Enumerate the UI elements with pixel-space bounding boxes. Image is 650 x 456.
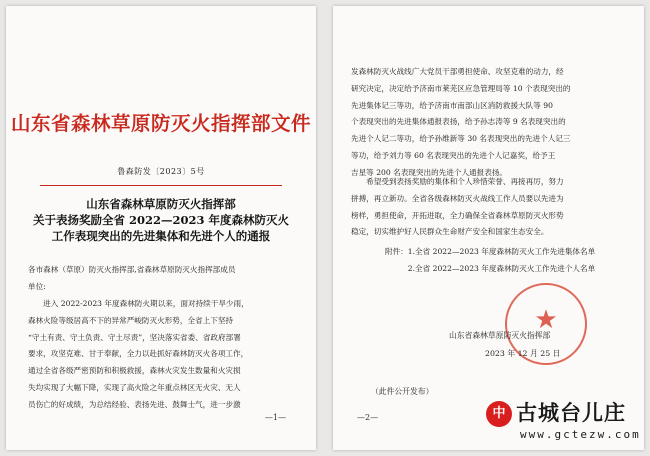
red-header-title: 山东省森林草原防灭火指挥部文件 bbox=[10, 112, 311, 135]
body-line: 通过全省各级严密预防和积极救援，森林火灾发生数量和火灾损 bbox=[28, 366, 241, 376]
attachments bbox=[385, 244, 635, 278]
page-number: —1— bbox=[264, 413, 286, 422]
signature-organization: 山东省森林草原防灭火指挥部 bbox=[449, 331, 551, 340]
red-separator-line bbox=[40, 185, 282, 186]
body-line: 进入 2022-2023 年度森林防火期以来，面对持续干旱少雨， bbox=[28, 299, 249, 308]
body-line: 希望受到表扬奖励的集体和个人珍惜荣誉、再接再厉，努力 bbox=[351, 177, 564, 186]
body-line: 榜样，勇担使命，开拓进取，全力确保全省森林草原防灭火形势 bbox=[351, 210, 564, 220]
body-line: “守土有责、守土负责、守土尽责”，坚决落实省委、省政府部署 bbox=[28, 332, 241, 342]
body-text bbox=[28, 296, 298, 414]
body-line: 吉星等 200 名表现突出的先进个人通报表扬。 bbox=[351, 167, 508, 177]
site-watermark bbox=[486, 397, 641, 443]
watermark-logo-icon: 中 bbox=[486, 401, 512, 427]
page-number: —2— bbox=[357, 413, 379, 422]
seal-star-icon: ★ bbox=[534, 305, 558, 335]
addressee-line: 单位: bbox=[28, 281, 46, 291]
document-page-1 bbox=[6, 6, 316, 450]
body-line: 森林火险等级居高不下的异常严峻防灭火形势，全省上下坚持 bbox=[28, 315, 234, 325]
document-page-2 bbox=[333, 6, 644, 450]
body-text bbox=[351, 64, 629, 182]
attachment-item: 2.全省 2022—2023 年度森林防灭火工作先进个人名单 bbox=[385, 263, 596, 273]
body-line: 员伤亡的好成绩，为总结经验、表扬先进、鼓舞士气，进一步激 bbox=[28, 399, 241, 409]
body-line: 拼搏，再立新功。全省各级森林防灭火战线工作人员要以先进为 bbox=[351, 193, 564, 203]
body-line: 个表现突出的先进集体通报表扬，给予孙志涛等 9 名表现突出的 bbox=[351, 117, 566, 127]
addressee-line: 各市森林（草原）防灭火指挥部,省森林草原防灭火指挥部成员 bbox=[28, 265, 236, 274]
public-release-note: （此件公开发布） bbox=[371, 387, 434, 396]
body-line: 先进集体记三等功，给予济南市南部山区消防救援大队等 90 bbox=[351, 100, 553, 110]
watermark-url: www.gctezw.com bbox=[520, 428, 641, 441]
body-text-closing bbox=[351, 174, 629, 241]
body-line: 等功，给予刘力等 60 名表现突出的先进个人记嘉奖，给予王 bbox=[351, 150, 556, 160]
notice-title-line: 工作表现突出的先进集体和先进个人的通报 bbox=[51, 229, 271, 243]
notice-title-line: 山东省森林草原防灭火指挥部 bbox=[86, 197, 236, 211]
body-line: 失均实现了大幅下降，实现了高火险之年重点林区无火灾、无人 bbox=[28, 382, 241, 392]
body-line: 研究决定，决定给予济南市莱芜区应急管理局等 10 个表现突出的 bbox=[351, 83, 571, 93]
body-line: 先进个人记二等功，给予孙维新等 30 名表现突出的先进个人记三 bbox=[351, 134, 571, 144]
body-line: 稳定，切实维护好人民群众生命财产安全和国家生态安全。 bbox=[351, 227, 549, 237]
body-line: 发森林防灭火战线广大党员干部勇担使命、攻坚克难的动力，经 bbox=[351, 67, 564, 76]
notice-title bbox=[14, 196, 308, 244]
watermark-site-name: 古城台儿庄 bbox=[516, 401, 626, 425]
attachment-item: 附件：1.全省 2022—2023 年度森林防灭火工作先进集体名单 bbox=[385, 247, 596, 256]
signature-date: 2023 年 12 月 25 日 bbox=[485, 349, 561, 358]
addressee bbox=[28, 262, 298, 296]
document-number: 鲁森防发〔2023〕5号 bbox=[117, 167, 205, 176]
body-line: 要求，攻坚克难、甘于奉献，全力以赴抓好森林防灭火各项工作， bbox=[28, 349, 249, 359]
notice-title-line: 关于表扬奖励全省 2022—2023 年度森林防灭火 bbox=[32, 213, 290, 227]
